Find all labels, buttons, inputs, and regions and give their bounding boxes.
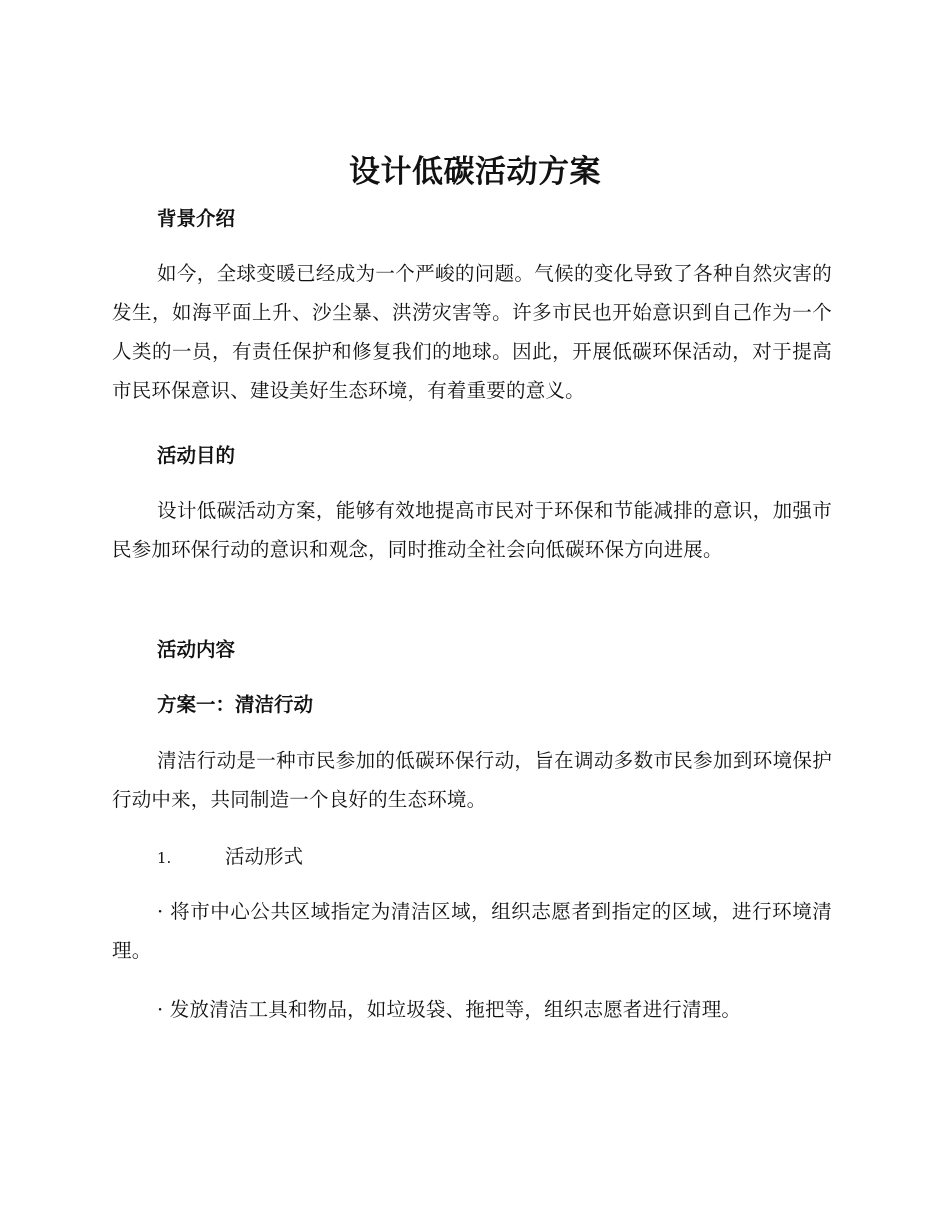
heading-purpose: 活动目的: [157, 444, 236, 467]
heading-background: 背景介绍: [157, 207, 236, 230]
paragraph-background: 如今，全球变暖已经成为一个严峻的问题。气候的变化导致了各种自然灾害的发生，如海平面上升、沙尘暴、洪涝灾害等。许多市民也开始意识到自己作为一个人类的一员，有责任保护和修复我们的地球。因此，开展低碳环保活动，对于提高市民环保意识、建设美好生态环境，有着重要的意义。: [112, 262, 832, 402]
heading-content: 活动内容: [157, 638, 236, 661]
bullet-item: · 将市中心公共区域指定为清洁区域，组织志愿者到指定的区域，进行环境清理。: [112, 900, 832, 962]
list-number: 1.: [157, 849, 172, 867]
document-title: 设计低碳活动方案: [349, 154, 601, 190]
list-item-activity-form: [157, 842, 303, 873]
list-label: 活动形式: [225, 845, 304, 868]
paragraph-plan-one: 清洁行动是一种市民参加的低碳环保行动，旨在调动多数市民参加到环境保护行动中来，共同制造一个良好的生态环境。: [112, 749, 832, 811]
paragraph-purpose: 设计低碳活动方案，能够有效地提高市民对于环保和节能减排的意识，加强市民参加环保行动的意识和观念，同时推动全社会向低碳环保方向进展。: [112, 499, 832, 561]
bullet-item: · 发放清洁工具和物品，如垃圾袋、拖把等，组织志愿者进行清理。: [157, 998, 742, 1021]
heading-plan-one: 方案一：清洁行动: [157, 693, 314, 716]
